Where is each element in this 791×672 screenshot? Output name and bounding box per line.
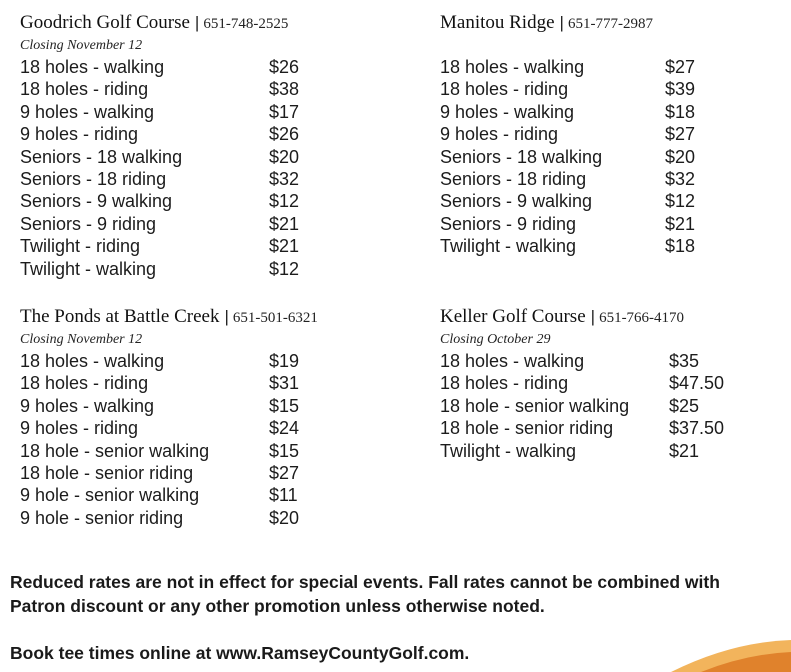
rate-price: $15 bbox=[269, 440, 300, 461]
rate-price: $37.50 bbox=[669, 418, 725, 439]
rate-row bbox=[20, 395, 318, 417]
rate-row bbox=[20, 190, 300, 212]
rate-label: 18 holes - riding bbox=[440, 373, 569, 394]
rate-row bbox=[440, 213, 696, 235]
rate-label: 18 hole - senior riding bbox=[20, 462, 194, 483]
rate-row bbox=[20, 484, 318, 506]
rate-row bbox=[20, 101, 300, 123]
rate-price: $25 bbox=[669, 395, 700, 416]
rate-label: 9 holes - walking bbox=[440, 101, 575, 122]
rate-label: 18 holes - walking bbox=[20, 351, 165, 371]
closing-date: Closing November 12 bbox=[20, 38, 143, 53]
rates-disclaimer: Reduced rates are not in effect for special events. Fall rates cannot be combined with Patron discount or any other promotion unless otherwise noted. bbox=[10, 572, 720, 616]
rate-price: $19 bbox=[269, 351, 300, 371]
rate-label: Seniors - 18 walking bbox=[20, 146, 183, 167]
rate-label: 18 hole - senior walking bbox=[440, 395, 630, 416]
course-phone: 651-748-2525 bbox=[203, 16, 289, 32]
course-manitou-ridge bbox=[440, 10, 696, 258]
rate-label: 18 holes - walking bbox=[20, 57, 165, 77]
course-name: Manitou Ridge bbox=[440, 12, 555, 33]
rate-label: 9 holes - walking bbox=[20, 101, 155, 122]
rate-price: $26 bbox=[269, 57, 300, 77]
rate-label: Seniors - 18 riding bbox=[20, 168, 167, 189]
rate-price: $26 bbox=[269, 124, 300, 145]
closing-date: Closing November 12 bbox=[20, 332, 143, 347]
rate-row bbox=[20, 235, 300, 257]
rate-price: $20 bbox=[269, 507, 300, 528]
rate-label: 9 holes - walking bbox=[20, 395, 155, 416]
rate-price: $20 bbox=[269, 146, 300, 167]
rate-row bbox=[20, 146, 300, 168]
rate-price: $18 bbox=[665, 236, 696, 257]
rate-row bbox=[20, 440, 318, 462]
rate-row bbox=[440, 56, 696, 78]
rate-label: 9 holes - riding bbox=[20, 124, 139, 145]
rate-price: $21 bbox=[269, 213, 300, 234]
rate-label: Twilight - riding bbox=[20, 236, 141, 257]
rate-label: 18 holes - walking bbox=[440, 57, 585, 77]
rate-price: $21 bbox=[669, 440, 700, 461]
rate-price: $15 bbox=[269, 395, 300, 416]
rate-row bbox=[440, 78, 696, 100]
rate-price: $32 bbox=[665, 168, 696, 189]
rate-row bbox=[20, 78, 300, 100]
rate-price: $31 bbox=[269, 373, 300, 394]
rate-price: $27 bbox=[665, 57, 696, 77]
course-phone: 651-766-4170 bbox=[599, 310, 685, 326]
rate-label: Twilight - walking bbox=[20, 258, 157, 279]
rate-row bbox=[20, 462, 318, 484]
rate-row bbox=[440, 168, 696, 190]
rate-price: $11 bbox=[269, 485, 298, 506]
rate-label: 9 hole - senior riding bbox=[20, 507, 184, 528]
rate-label: 18 holes - riding bbox=[20, 373, 149, 394]
rate-label: Twilight - walking bbox=[440, 440, 577, 461]
rate-price: $38 bbox=[269, 79, 300, 100]
rate-row bbox=[440, 395, 700, 417]
header-separator: | bbox=[559, 13, 564, 32]
rate-row bbox=[20, 507, 318, 529]
rate-row bbox=[20, 372, 318, 394]
rate-row bbox=[20, 350, 318, 372]
rate-row bbox=[20, 258, 300, 280]
rate-price: $24 bbox=[269, 418, 300, 439]
closing-date: Closing October 29 bbox=[440, 332, 551, 347]
rate-price: $35 bbox=[669, 351, 700, 371]
rate-price: $21 bbox=[269, 236, 300, 257]
rate-price: $32 bbox=[269, 168, 300, 189]
rate-label: 18 hole - senior riding bbox=[440, 418, 614, 439]
rate-label: 18 holes - riding bbox=[440, 79, 569, 100]
rate-row bbox=[440, 190, 696, 212]
rate-row bbox=[20, 56, 300, 78]
course-name: Goodrich Golf Course bbox=[20, 12, 190, 33]
rate-row bbox=[440, 372, 725, 394]
rate-label: Seniors - 9 riding bbox=[20, 213, 157, 234]
rate-price: $21 bbox=[665, 213, 696, 234]
rate-row bbox=[20, 168, 300, 190]
course-header bbox=[440, 10, 653, 36]
rate-row bbox=[440, 123, 696, 145]
rate-price: $27 bbox=[665, 124, 696, 145]
rate-row bbox=[440, 146, 696, 168]
course-header bbox=[20, 304, 318, 330]
header-separator: | bbox=[224, 307, 229, 326]
rate-label: 18 holes - riding bbox=[20, 79, 149, 100]
rate-price: $17 bbox=[269, 101, 300, 122]
course-keller bbox=[440, 304, 725, 462]
rate-row bbox=[440, 417, 725, 439]
rate-label: 18 holes - walking bbox=[440, 351, 585, 371]
rate-price: $12 bbox=[665, 191, 696, 212]
rate-price: $20 bbox=[665, 146, 696, 167]
rate-row bbox=[440, 235, 696, 257]
rate-row bbox=[20, 417, 318, 439]
rate-price: $47.50 bbox=[669, 373, 725, 394]
booking-link-text[interactable]: Book tee times online at www.RamseyCountyGolf.com. bbox=[10, 643, 470, 663]
rate-label: 9 holes - riding bbox=[440, 124, 559, 145]
rate-row bbox=[20, 213, 300, 235]
course-phone: 651-777-2987 bbox=[567, 16, 653, 32]
course-goodrich bbox=[20, 10, 300, 280]
course-header bbox=[20, 10, 288, 36]
rate-label: Seniors - 18 riding bbox=[440, 168, 587, 189]
rate-price: $27 bbox=[269, 462, 300, 483]
rate-label: 9 hole - senior walking bbox=[20, 485, 200, 506]
rate-label: Seniors - 9 riding bbox=[440, 213, 577, 234]
rate-price: $39 bbox=[665, 79, 696, 100]
rate-label: Seniors - 18 walking bbox=[440, 146, 603, 167]
course-header bbox=[440, 304, 684, 330]
course-name: The Ponds at Battle Creek bbox=[20, 306, 220, 327]
rate-row bbox=[440, 440, 700, 462]
course-ponds-battle-creek bbox=[20, 304, 318, 529]
course-phone: 651-501-6321 bbox=[232, 310, 318, 326]
header-separator: | bbox=[194, 13, 200, 32]
rate-label: 18 hole - senior walking bbox=[20, 440, 210, 461]
rate-row bbox=[440, 350, 700, 372]
rate-label: Seniors - 9 walking bbox=[440, 191, 593, 212]
rate-label: 9 holes - riding bbox=[20, 418, 139, 439]
rate-label: Seniors - 9 walking bbox=[20, 191, 173, 212]
rate-price: $12 bbox=[269, 191, 300, 212]
decorative-swoosh bbox=[641, 632, 791, 672]
header-spacer bbox=[440, 36, 653, 56]
rate-price: $12 bbox=[269, 258, 300, 279]
rate-price: $18 bbox=[665, 101, 696, 122]
header-separator: | bbox=[590, 307, 596, 326]
rate-label: Twilight - walking bbox=[440, 236, 577, 257]
rate-row bbox=[440, 101, 696, 123]
rate-row bbox=[20, 123, 300, 145]
course-name: Keller Golf Course bbox=[440, 306, 586, 327]
